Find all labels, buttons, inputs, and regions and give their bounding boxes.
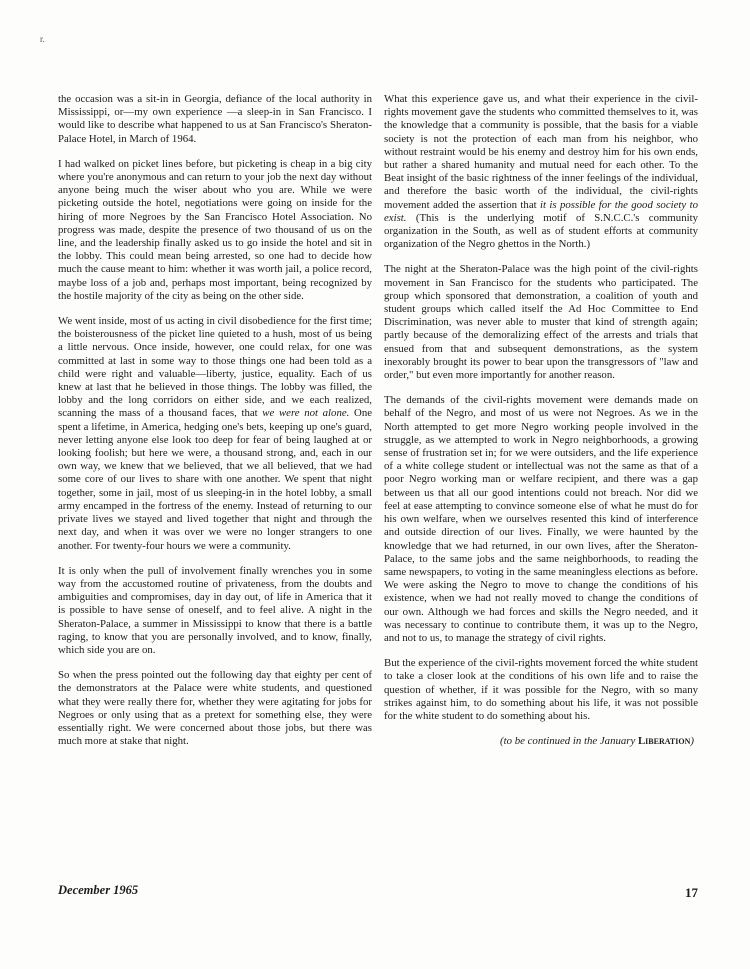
right-column [384,93,698,748]
paragraph-text: (This is the underlying motif of S.N.C.C.'s community organization in the South, as well as of student efforts at community organization of the Negro ghettos in the North.) [384,211,698,251]
paragraph [58,315,372,553]
paragraph [384,93,698,251]
continued-prefix: (to be continued in the January [500,735,638,748]
left-column [58,93,372,760]
paragraph: But the experience of the civil-rights movement forced the white student to take a closer look at the conditions of his own life and to raise the question of whether, if it was possible for the Negro, with so many strikes against him, to do something about his life, it was not possible for the white student to do something about his. [384,657,698,722]
magazine-name: Liberation [637,735,691,748]
continued-note [384,735,698,748]
emphasis-text: it is possible for the good society to exist. [384,198,698,224]
paragraph: The night at the Sheraton-Palace was the high point of the civil-rights movement in San Francisco for the students who participated. The group which sponsored that demonstration, a coalition of youth and student groups which called itself the Ad Hoc Committee to End Discrimination, was never able to muster that kind of strength again; partly because of the demoralizing effect of the arrests and trials that ensued from that and subsequent demonstrations, as the system inexorably brought its power to bear upon the transgressors of "law and order," but even more importantly for another reason. [384,263,698,382]
page-number: 17 [685,885,698,900]
paragraph-text: One spent a lifetime, in America, hedging one's bets, keeping up one's guard, never letting anyone else look too deep for fear of being laughed at or looking foolish; but here we were, a thousand strong, and, each in our own way, we knew that we believed, that we all believed, that we had some core of our lives to share with one another. We spent that night together, some in jail, most of us sleeping-in in the hotel lobby, a small army encamped in the fortress of the enemy. Instead of returning to our private lives we stayed and lived together that night and through the next day, and when it was over we were no longer strangers to one another. For twenty-four hours we were a community. [58,407,373,552]
paragraph: So when the press pointed out the following day that eighty per cent of the demonstrators at the Palace were white students, and questioned what they were really there for, whether they were agitating for jobs for Negroes or only using that as a pretext for something else, they were essentially right. We were concerned about those jobs, but there was much more at stake that night. [58,669,372,748]
corner-mark: r. [40,34,45,44]
paragraph: It is only when the pull of involvement finally wrenches you in some way from the accustomed routine of privateness, from the doubts and ambiguities and compromises, day in day out, of life in America that it is possible to have sense of oneself, and to feel alive. A night in the Sheraton-Palace, a summer in Mississippi to know that there is a battle raging, to know that you are personally involved, and to know, finally, which side you are on. [58,564,372,656]
paragraph: I had walked on picket lines before, but picketing is cheap in a big city where you're anonymous and can return to your job the next day without anyone being much the wiser about who you are. While we were picketing outside the hotel, negotiations were going on inside for the hiring of more Negroes by the San Francisco Hotel Association. No progress was made, despite the presence of two thousand of us on the line, and the leadership finally asked us to go inside the hotel and sit in the lobby. This could mean being arrested, so one had to decide how much the cause meant to him: whether it was worth jail, a police record, maybe loss of a job and, perhaps most important, being recognized by the hostile majority of the city as being on the other side. [58,157,372,302]
emphasis-text: we were not alone. [262,407,350,420]
continued-suffix: ) [690,735,694,748]
paragraph: the occasion was a sit-in in Georgia, defiance of the local authority in Mississippi, or—my own experience —a sleep-in in San Francisco. I would like to describe what happened to us at San Francisco's Sheraton-Palace Hotel, in March of 1964. [58,93,372,145]
paragraph-text: What this experience gave us, and what their experience in the civil-rights movement gave the students who committed themselves to it, was the knowledge that a community is possible, that the basis for a viable society is not the protection of each man from his neighbor, who without restraint would be his enemy and destroy him for his own ends, but rather a shared humanity and mutual need for each other. To the Beat insight of the basic rightness of the inner feelings of the individual, and therefore the basic worth of the individual, the civil-rights movement added the assertion that [384,93,698,211]
paragraph: The demands of the civil-rights movement were demands made on behalf of the Negro, and most of us were not Negroes. As we in the North attempted to get more Negro working people involved in the struggle, as we attempted to work in Negro neighborhoods, a growing sense of frustration set in; for we were outsiders, and the life experience of a white college student or intellectual was not the same as that of a poor Negro working man or welfare recipient, and there was a gap between us that all our good intentions could not breach. Nor did we feel at ease attempting to convince someone else of what he must do for his own welfare, when we ourselves resented this kind of interference and outside direction of our lives. Finally, we were haunted by the knowledge that we had returned, in our own lives, after the Sheraton-Palace, to the same jobs and the same neighborhoods, to reading the same newspapers, to voting in the same meaningless elections as before. We were asking the Negro to move to change the conditions of his existence, when we had not really moved to change the conditions of our own. Although we had forces and skills the Negro needed, and it was necessary to continue to contribute them, it was up to the Negro, and not to us, to manage the strategy of civil rights. [384,394,698,644]
paragraph-text: We went inside, most of us acting in civil disobedience for the first time; the boisterousness of the picket line quieted to a hush, most of us being a little nervous. Once inside, however, one could relax, for one was committed at last in some way to those things one had been told as a child were right and valuable—liberty, justice, equality. Each of us knew at last that he believed in those things. The lobby was filled, the lobby and the long corridors on either side, and we each realized, scanning the mass of a thousand faces, that [58,315,372,420]
issue-date: December 1965 [58,883,139,897]
